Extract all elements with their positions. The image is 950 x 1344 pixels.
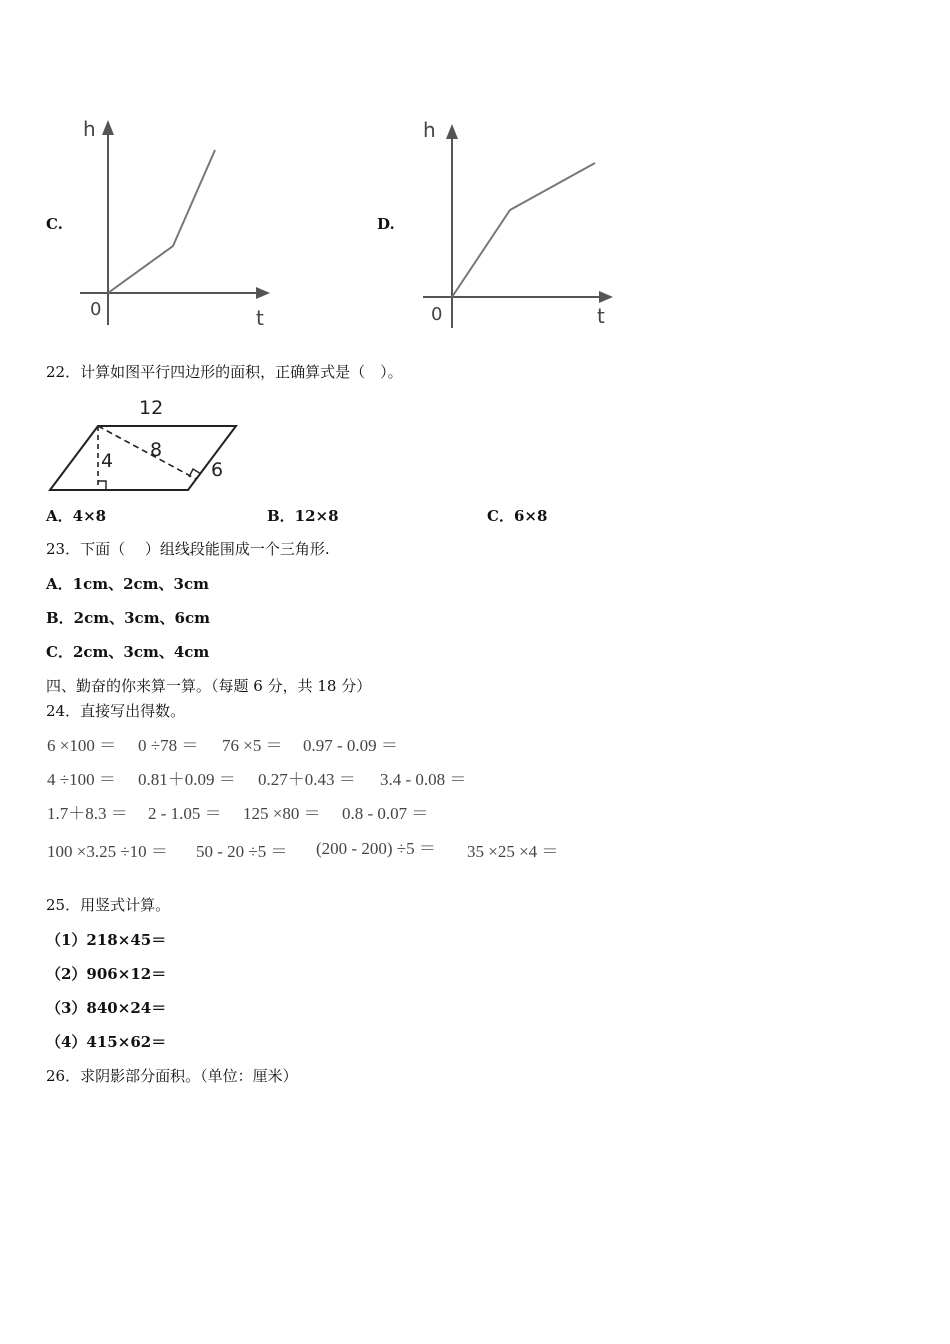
graph-d — [418, 110, 628, 335]
q22-option-c: C．6×8 — [487, 507, 548, 525]
calc-item: 3.4 - 0.08 ＝ — [380, 770, 467, 789]
figure-height-label: 4 — [101, 450, 114, 472]
q26-text: 26．求阴影部分面积。（单位：厘米） — [46, 1067, 298, 1085]
graph-c-origin: 0 — [90, 299, 102, 320]
calc-item: 0.97 - 0.09 ＝ — [303, 736, 398, 755]
q22-option-b: B．12×8 — [267, 507, 339, 525]
figure-side-label: 6 — [211, 459, 224, 481]
graph-c-xlabel: t — [256, 306, 264, 330]
figure-diagonal-label: 8 — [150, 439, 163, 461]
q22-text: 22．计算如图平行四边形的面积，正确算式是（ ）。 — [46, 363, 403, 381]
calc-item: 125 ×80 ＝ — [243, 804, 321, 823]
q23-text: 23．下面（ ）组线段能围成一个三角形. — [46, 540, 330, 558]
q23-option-b: B．2cm、3cm、6cm — [46, 609, 211, 627]
q25-item-1: （1）218×45＝ — [46, 931, 167, 949]
graph-c — [75, 110, 285, 335]
graph-d-xlabel: t — [597, 304, 605, 328]
graph-d-ylabel: h — [423, 118, 436, 142]
q25-text: 25．用竖式计算。 — [46, 896, 171, 914]
calc-item: 50 - 20 ÷5 ＝ — [196, 842, 288, 861]
q22-option-a: A．4×8 — [46, 507, 107, 525]
calc-item: 76 ×5 ＝ — [222, 736, 283, 755]
figure-top-label: 12 — [139, 397, 164, 419]
calc-item: 35 ×25 ×4 ＝ — [467, 842, 559, 861]
section4-title: 四、勤奋的你来算一算。（每题 6 分，共 18 分） — [46, 677, 372, 695]
q23-option-a: A．1cm、2cm、3cm — [46, 575, 209, 593]
calc-item: (200 - 200) ÷5 ＝ — [316, 839, 436, 858]
calc-item: 4 ÷100 ＝ — [47, 770, 116, 789]
parallelogram-figure — [46, 393, 246, 495]
graph-c-ylabel: h — [83, 117, 96, 141]
calc-item: 0.27＋0.43 ＝ — [258, 770, 356, 789]
calc-item: 6 ×100 ＝ — [47, 736, 117, 755]
calc-item: 0.81＋0.09 ＝ — [138, 770, 236, 789]
option-c-label: C. — [46, 215, 63, 233]
option-d-label: D. — [377, 215, 395, 233]
calc-item: 0 ÷78 ＝ — [138, 736, 199, 755]
q23-option-c: C．2cm、3cm、4cm — [46, 643, 210, 661]
q25-item-3: （3）840×24＝ — [46, 999, 167, 1017]
q25-item-4: （4）415×62＝ — [46, 1033, 167, 1051]
calc-item: 2 - 1.05 ＝ — [148, 804, 222, 823]
q25-item-2: （2）906×12＝ — [46, 965, 167, 983]
calc-item: 1.7＋8.3 ＝ — [47, 804, 128, 823]
calc-item: 100 ×3.25 ÷10 ＝ — [47, 842, 168, 861]
q24-text: 24．直接写出得数。 — [46, 702, 186, 720]
graph-d-origin: 0 — [431, 304, 443, 325]
calc-item: 0.8 - 0.07 ＝ — [342, 804, 429, 823]
